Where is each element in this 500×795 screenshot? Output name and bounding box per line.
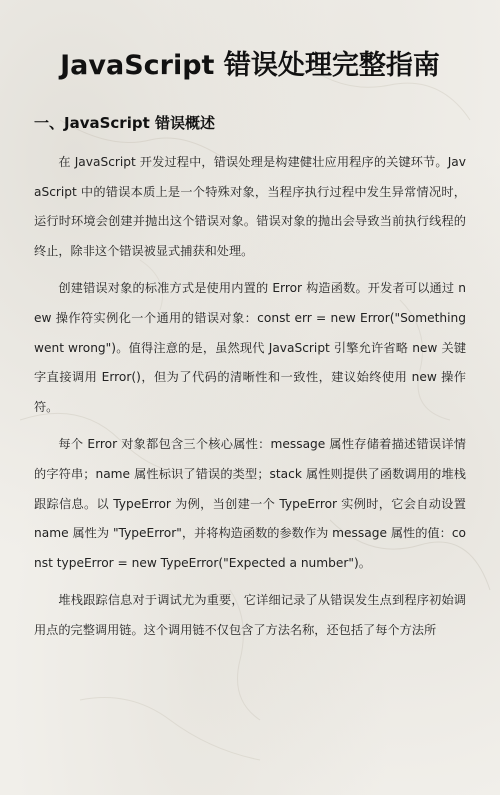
paragraph-3: 每个 Error 对象都包含三个核心属性：message 属性存储着描述错误详情的字符串；name 属性标识了错误的类型；stack 属性则提供了函数调用的堆栈跟踪信息。以 TypeError 为例，当创建一个 TypeError 实例时，它会自动设置 name 属性为 "TypeError"，并将构造函数的参数作为 message 属性的值：const typeError = new TypeError("Expected a number")。 <box>34 437 466 570</box>
document-title: JavaScript 错误处理完整指南 <box>60 50 440 81</box>
paragraph-2: 创建错误对象的标准方式是使用内置的 Error 构造函数。开发者可以通过 new 操作符实例化一个通用的错误对象：const err = new Error("Something went wrong")。值得注意的是，虽然现代 JavaScript 引擎允许省略 new 关键字直接调用 Error()，但为了代码的清晰性和一致性，建议始终使用 new 操作符。 <box>34 281 466 414</box>
section-heading: 一、JavaScript 错误概述 <box>34 114 215 132</box>
paragraph-4: 堆栈跟踪信息对于调试尤为重要，它详细记录了从错误发生点到程序初始调用点的完整调用链。这个调用链不仅包含了方法名称，还包括了每个方法所 <box>34 593 466 637</box>
paragraph-1: 在 JavaScript 开发过程中，错误处理是构建健壮应用程序的关键环节。JavaScript 中的错误本质上是一个特殊对象，当程序执行过程中发生异常情况时，运行时环境会创建并抛出这个错误对象。错误对象的抛出会导致当前执行线程的终止，除非这个错误被显式捕获和处理。 <box>34 155 466 258</box>
